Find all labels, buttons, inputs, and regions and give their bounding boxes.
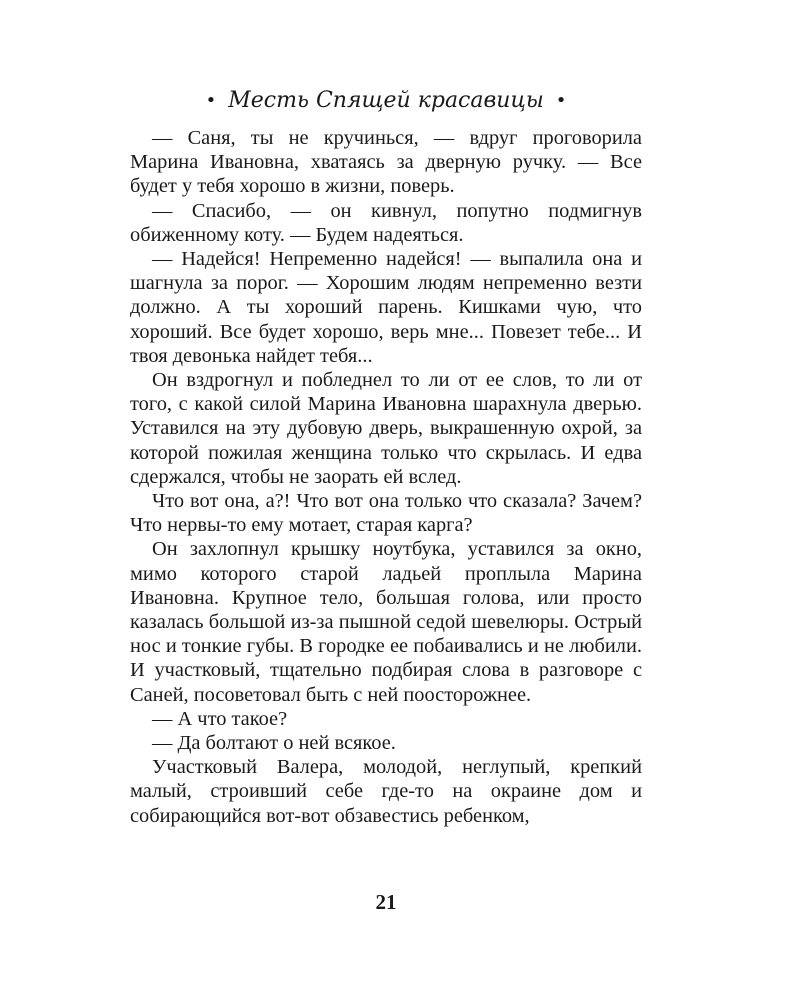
paragraph: Он вздрогнул и побледнел то ли от ее слов, то ли от того, с какой силой Марина Ивановна шарахнула дверью. Уставился на эту дубовую дверь, выкрашенную охрой, за которой пожилая женщина только что скрылась. И едва сдержался, чтобы не заорать ей вслед. xyxy=(130,369,642,488)
header-bullet-left: • xyxy=(205,90,217,111)
paragraph: Участковый Валера, молодой, неглупый, крепкий малый, строивший себе где-то на окраине дом и собирающийся вот-вот обзавестись ребенком, xyxy=(130,756,642,827)
paragraph: Что вот она, а?! Что вот она только что сказала? Зачем? Что нервы-то ему мотает, старая карга? xyxy=(130,490,642,537)
running-header-title: Месть Спящей красавицы xyxy=(228,88,544,113)
paragraph: Он захлопнул крышку ноутбука, уставился за окно, мимо которого старой ладьей проплыла Марина Ивановна. Крупное тело, большая голова, или просто казалась большой из-за пышной седой шевелюры. Острый нос и тонкие губы. В городке ее побаивались и не любили. И участковый, тщательно подбирая слова в разговоре с Саней, посоветовал быть с ней поосторожнее. xyxy=(130,538,642,706)
paragraph: — Надейся! Непременно надейся! — выпалила она и шагнула за порог. — Хорошим людям непременно везти должно. А ты хороший парень. Кишками чую, что хороший. Все будет хорошо, верь мне... Повезет тебе... И твоя девонька найдет тебя... xyxy=(130,248,642,367)
body-text xyxy=(130,126,642,828)
running-header xyxy=(130,84,642,118)
paragraph: — А что такое? xyxy=(152,707,288,730)
page-number: 21 xyxy=(375,890,397,914)
paragraph: — Спасибо, — он кивнул, попутно подмигнув обиженному коту. — Будем надеяться. xyxy=(130,199,642,246)
paragraph: — Да болтают о ней всякое. xyxy=(152,732,396,755)
header-bullet-right: • xyxy=(555,90,567,111)
paragraph: — Саня, ты не кручинься, — вдруг проговорила Марина Ивановна, хватаясь за дверную ручку. — Все будет у тебя хорошо в жизни, поверь. xyxy=(130,127,642,198)
